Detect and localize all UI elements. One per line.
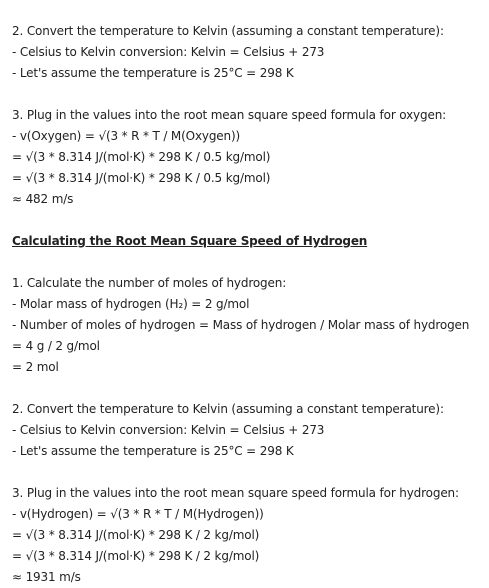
spacer <box>12 210 489 231</box>
document-body <box>12 21 489 588</box>
hydrogen-step3-line: = √(3 * 8.314 J/(mol·K) * 298 K / 2 kg/mol) <box>12 528 260 542</box>
oxygen-step2-line: - Celsius to Kelvin conversion: Kelvin = Celsius + 273 <box>12 45 325 59</box>
oxygen-step3-line: - v(Oxygen) = √(3 * R * T / M(Oxygen)) <box>12 129 241 143</box>
oxygen-step3-title: 3. Plug in the values into the root mean square speed formula for oxygen: <box>12 108 447 122</box>
oxygen-step3-line: = √(3 * 8.314 J/(mol·K) * 298 K / 0.5 kg/mol) <box>12 171 271 185</box>
hydrogen-step3-line: = √(3 * 8.314 J/(mol·K) * 298 K / 2 kg/mol) <box>12 549 260 563</box>
hydrogen-result: ≈ 1931 m/s <box>12 570 81 584</box>
oxygen-step3-line: = √(3 * 8.314 J/(mol·K) * 298 K / 0.5 kg/mol) <box>12 150 271 164</box>
hydrogen-step1-line: - Number of moles of hydrogen = Mass of hydrogen / Molar mass of hydrogen <box>12 318 470 332</box>
spacer <box>12 252 489 273</box>
hydrogen-step2-line: - Let's assume the temperature is 25°C = 298 K <box>12 444 294 458</box>
spacer <box>12 462 489 483</box>
hydrogen-step1-line: - Molar mass of hydrogen (H₂) = 2 g/mol <box>12 297 250 311</box>
oxygen-step2-title: 2. Convert the temperature to Kelvin (assuming a constant temperature): <box>12 24 444 38</box>
oxygen-step2-line: - Let's assume the temperature is 25°C = 298 K <box>12 66 294 80</box>
hydrogen-step2-line: - Celsius to Kelvin conversion: Kelvin = Celsius + 273 <box>12 423 325 437</box>
hydrogen-step1-line: = 4 g / 2 g/mol <box>12 339 100 353</box>
hydrogen-step3-line: - v(Hydrogen) = √(3 * R * T / M(Hydrogen)) <box>12 507 264 521</box>
hydrogen-step1-line: = 2 mol <box>12 360 59 374</box>
hydrogen-step2-title: 2. Convert the temperature to Kelvin (assuming a constant temperature): <box>12 402 444 416</box>
spacer <box>12 84 489 105</box>
spacer <box>12 378 489 399</box>
hydrogen-step1-title: 1. Calculate the number of moles of hydrogen: <box>12 276 287 290</box>
hydrogen-step3-title: 3. Plug in the values into the root mean square speed formula for hydrogen: <box>12 486 459 500</box>
hydrogen-section-heading: Calculating the Root Mean Square Speed of Hydrogen <box>12 234 368 248</box>
oxygen-result: ≈ 482 m/s <box>12 192 74 206</box>
